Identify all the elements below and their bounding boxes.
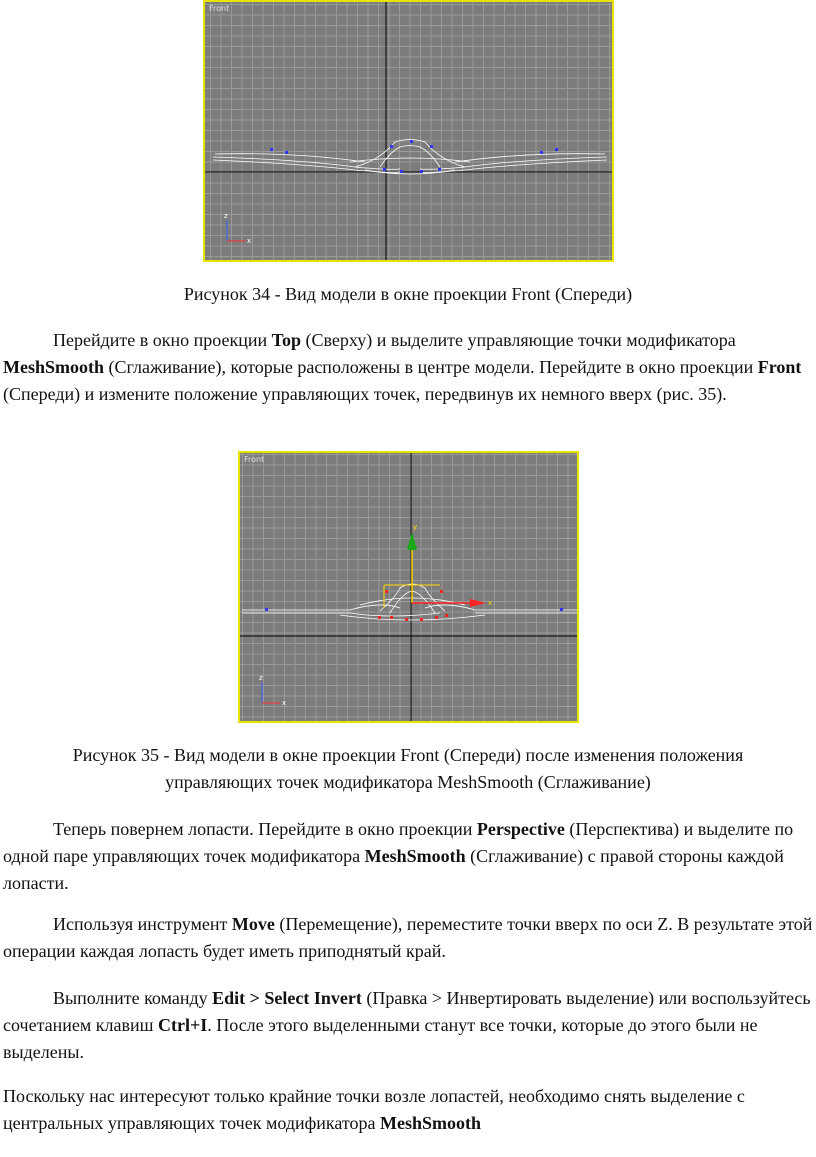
paragraph-2: Теперь повернем лопасти. Перейдите в окно проекции Perspective (Перспектива) и выделите по одной паре управляющих точек модификатора MeshSmooth (Сглаживание) с правой стороны каждой лопасти. bbox=[3, 819, 794, 893]
gizmo-x-label: x bbox=[488, 599, 493, 607]
viewport-label: Front bbox=[244, 455, 265, 464]
axis-x-label: x bbox=[282, 699, 287, 707]
paragraph-5: Поскольку нас интересуют только крайние точки возле лопастей, необходимо снять выделение с центральных управляющих точек модификатора MeshSmooth bbox=[3, 1086, 745, 1133]
gizmo-y-label: y bbox=[413, 523, 418, 531]
axis-tripod bbox=[259, 674, 286, 707]
viewport-front-figure-34 bbox=[203, 0, 614, 262]
figure-35-caption: Рисунок 35 - Вид модели в окне проекции Front (Спереди) после изменения положения управляющих точек модификатора MeshSmooth (Сглаживание) bbox=[72, 745, 744, 792]
move-gizmo bbox=[384, 523, 492, 608]
viewport-label: Front bbox=[209, 4, 230, 13]
viewport-scene bbox=[240, 453, 579, 723]
axis-z-label: z bbox=[259, 674, 263, 682]
figure-34-caption: Рисунок 34 - Вид модели в окне проекции Front (Спереди) bbox=[183, 284, 633, 304]
viewport-scene bbox=[205, 2, 614, 262]
paragraph-3: Используя инструмент Move (Перемещение), переместите точки вверх по оси Z. В результате этой операции каждая лопасть будет иметь приподнятый край. bbox=[3, 914, 813, 961]
axis-tripod bbox=[224, 212, 251, 245]
viewport-front-figure-35 bbox=[238, 451, 579, 723]
paragraph-1: Перейдите в окно проекции Top (Сверху) и выделите управляющие точки модификатора MeshSmooth (Сглаживание), которые расположены в центре модели. Перейдите в окно проекции Front (Спереди) и измените положение управляющих точек, передвинув их немного вверх (рис. 35). bbox=[3, 330, 802, 404]
paragraph-4: Выполните команду Edit > Select Invert (Правка > Инвертировать выделение) или воспользуйтесь сочетанием клавиш Ctrl+I. После этого выделенными станут все точки, которые до этого были не выделены. bbox=[3, 988, 811, 1062]
propeller-mesh bbox=[213, 140, 607, 175]
axis-z-label: z bbox=[224, 212, 228, 220]
axis-x-label: x bbox=[247, 237, 252, 245]
control-points-unselected bbox=[265, 608, 563, 611]
